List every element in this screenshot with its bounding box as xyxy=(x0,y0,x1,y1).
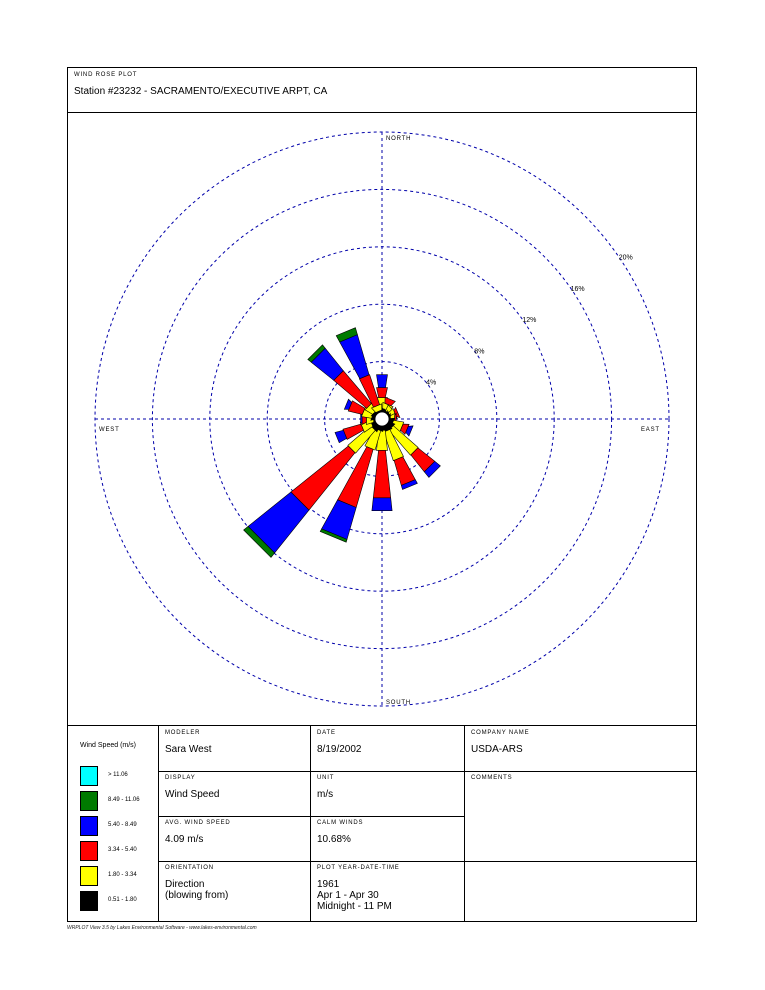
legend-swatch xyxy=(80,866,98,886)
ring-label: 12% xyxy=(522,317,537,325)
ring-label: 4% xyxy=(426,379,437,387)
orientation-value: Direction xyxy=(165,879,205,890)
row-divider xyxy=(158,816,464,817)
orientation-cell xyxy=(158,861,310,921)
avg-speed-cell xyxy=(158,816,310,861)
label-east: EAST xyxy=(641,427,660,433)
petal-segment xyxy=(372,498,392,511)
ring-label: 8% xyxy=(474,348,485,356)
ring-label: 16% xyxy=(570,286,585,293)
modeler-cell xyxy=(158,726,310,771)
legend-label: 1.80 - 3.34 xyxy=(108,872,137,878)
legend-swatch xyxy=(80,891,98,911)
legend-item xyxy=(80,816,160,836)
modeler-label: MODELER xyxy=(165,730,201,736)
wind-rose-plot-area xyxy=(68,113,696,725)
label-north: NORTH xyxy=(386,136,412,142)
comments-label: COMMENTS xyxy=(471,775,513,781)
blank-cell xyxy=(464,861,696,921)
comments-cell xyxy=(464,771,696,861)
legend-swatch xyxy=(80,766,98,786)
unit-cell xyxy=(310,771,464,816)
period-dates: Apr 1 - Apr 30 xyxy=(317,890,379,901)
avg-speed-label: AVG. WIND SPEED xyxy=(165,820,231,826)
petal-segment xyxy=(377,388,388,398)
row-divider xyxy=(158,861,696,862)
legend-label: 3.34 - 5.40 xyxy=(108,847,137,853)
company-label: COMPANY NAME xyxy=(471,730,530,736)
modeler-value: Sara West xyxy=(165,744,212,755)
row-divider xyxy=(158,771,696,772)
label-south: SOUTH xyxy=(386,700,411,706)
legend-swatch xyxy=(80,841,98,861)
display-cell xyxy=(158,771,310,816)
legend-item xyxy=(80,841,160,861)
calm-winds-cell xyxy=(310,816,464,861)
legend-label: 8.49 - 11.06 xyxy=(108,797,140,803)
legend-item xyxy=(80,766,160,786)
wind-rose-chart xyxy=(68,113,696,725)
label-west: WEST xyxy=(99,427,120,433)
unit-value: m/s xyxy=(317,789,334,800)
period-label: PLOT YEAR-DATE-TIME xyxy=(317,865,400,871)
legend-title: Wind Speed (m/s) xyxy=(80,742,137,749)
legend-swatch xyxy=(80,816,98,836)
company-cell xyxy=(464,726,696,771)
unit-label: UNIT xyxy=(317,775,335,781)
petals xyxy=(244,328,441,558)
avg-speed-value: 4.09 m/s xyxy=(165,834,204,845)
calm-circle xyxy=(375,412,389,426)
legend-label: > 11.06 xyxy=(108,772,128,778)
station-title: Station #23232 - SACRAMENTO/EXECUTIVE ARPT, CA xyxy=(74,86,328,97)
period-year: 1961 xyxy=(317,879,340,890)
orientation-label: ORIENTATION xyxy=(165,865,214,871)
wind-rose-sheet xyxy=(67,67,697,922)
petal-segment xyxy=(377,375,388,388)
legend xyxy=(68,726,158,921)
legend-swatch xyxy=(80,791,98,811)
orientation-note: (blowing from) xyxy=(165,890,229,901)
period-hours: Midnight - 11 PM xyxy=(317,901,392,912)
legend-label: 5.40 - 8.49 xyxy=(108,822,137,828)
date-label: DATE xyxy=(317,730,336,736)
company-value: USDA-ARS xyxy=(471,744,523,755)
display-label: DISPLAY xyxy=(165,775,196,781)
plot-header xyxy=(68,68,696,113)
software-credit: WRPLOT View 3.5 by Lakes Environmental Software - www.lakes-environmental.com xyxy=(67,925,257,931)
plot-type-label: WIND ROSE PLOT xyxy=(74,72,138,78)
petal-segment xyxy=(373,450,390,497)
legend-item xyxy=(80,791,160,811)
legend-label: 0.51 - 1.80 xyxy=(108,897,137,903)
legend-item xyxy=(80,891,160,911)
date-value: 8/19/2002 xyxy=(317,744,362,755)
period-cell xyxy=(310,861,464,921)
info-table xyxy=(68,725,696,921)
ring-label: 20% xyxy=(618,254,633,262)
calm-winds-value: 10.68% xyxy=(317,834,351,845)
calm-winds-label: CALM WINDS xyxy=(317,820,364,826)
legend-item xyxy=(80,866,160,886)
date-cell xyxy=(310,726,464,771)
display-value: Wind Speed xyxy=(165,789,220,800)
